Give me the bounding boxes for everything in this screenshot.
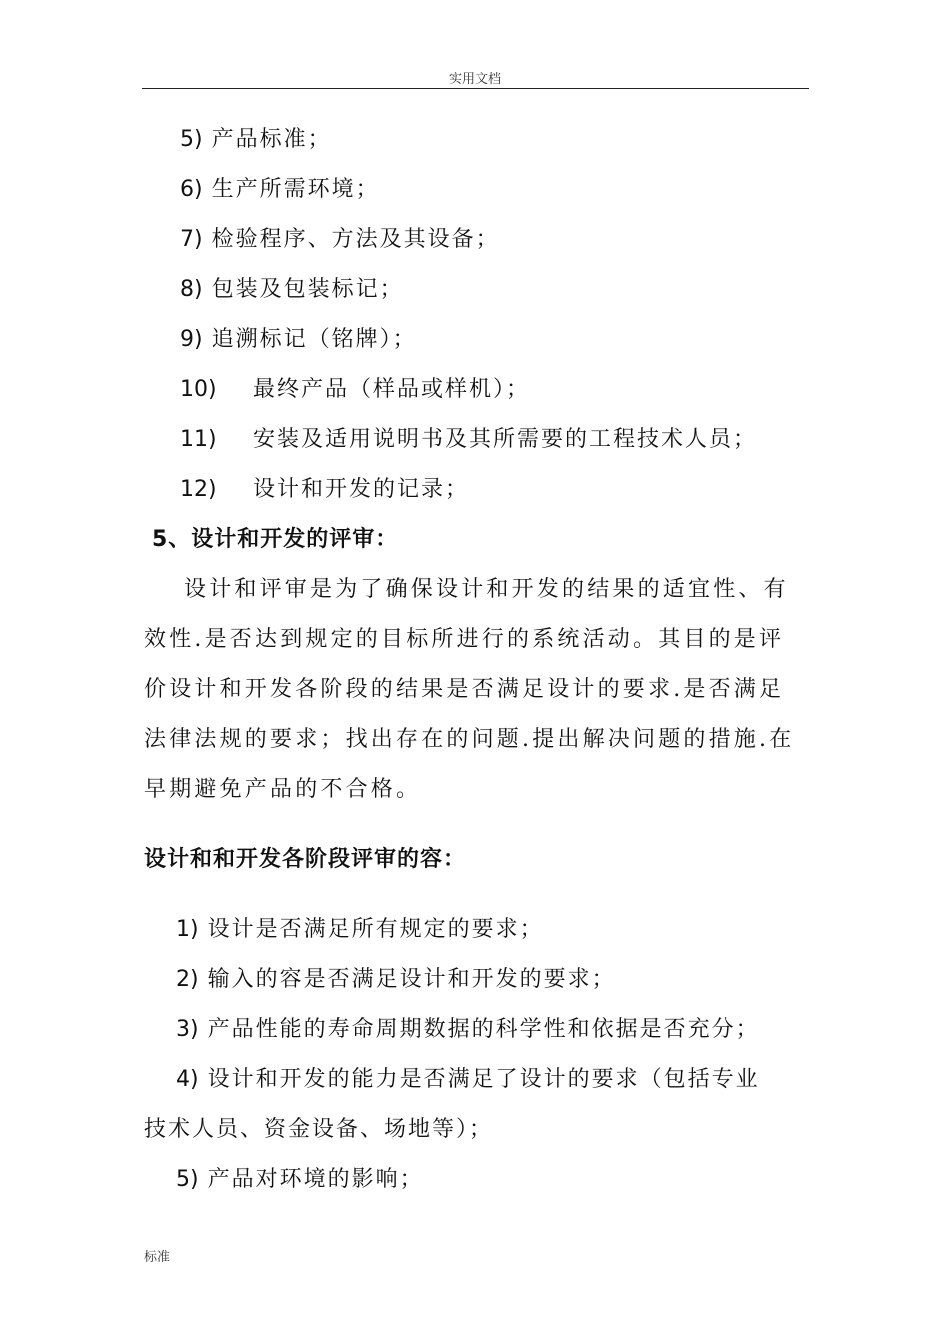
list-item-text: 产品对环境的影响； [207, 1167, 424, 1192]
list-item-text: 生产所需环境； [211, 177, 380, 202]
list-item-number: 10) [180, 377, 217, 402]
list-item-number: 12) [180, 477, 217, 502]
list-item-continuation: 技术人员、资金设备、场地等）； [144, 1117, 494, 1142]
list-item-text: 最终产品（样品或样机）； [253, 377, 531, 402]
list-item [176, 1066, 760, 1094]
list-item-number: 4) [176, 1067, 199, 1092]
list-item-text: 设计是否满足所有规定的要求； [207, 917, 544, 942]
list-item-number: 11) [180, 427, 217, 452]
list-item-number: 2) [176, 967, 199, 992]
header-divider [142, 88, 809, 89]
list-item [180, 226, 500, 254]
paragraph-line: 法律法规的要求；找出存在的问题.提出解决问题的措施.在 [144, 727, 795, 752]
section-heading: 设计和和开发各阶段评审的容： [144, 847, 467, 872]
list-item [180, 126, 332, 154]
list-item-text: 检验程序、方法及其设备； [211, 227, 500, 252]
list-item-number: 9) [180, 327, 203, 352]
paragraph-line: 效性.是否达到规定的目标所进行的系统活动。其目的是评 [144, 627, 785, 652]
list-item [176, 1016, 760, 1044]
list-item-number: 5) [176, 1167, 199, 1192]
page-header-title: 实用文档 [448, 72, 501, 87]
list-item-number: 1) [176, 917, 199, 942]
list-item-text: 设计和开发的能力是否满足了设计的要求（包括专业 [207, 1067, 760, 1092]
paragraph-line: 早期避免产品的不合格。 [144, 777, 422, 802]
list-item-text: 安装及适用说明书及其所需要的工程技术人员； [253, 427, 758, 452]
list-item [176, 1166, 424, 1194]
list-item [180, 326, 417, 354]
list-item-number: 8) [180, 277, 203, 302]
list-item [180, 476, 469, 504]
list-item-number: 5) [180, 127, 203, 152]
list-item [180, 176, 380, 204]
list-item [180, 426, 757, 454]
list-item-text: 产品性能的寿命周期数据的科学性和依据是否充分； [207, 1017, 760, 1042]
list-item-number: 6) [180, 177, 203, 202]
paragraph-line: 设计和评审是为了确保设计和开发的结果的适宜性、有 [184, 577, 789, 602]
list-item-text: 输入的容是否满足设计和开发的要求； [207, 967, 616, 992]
list-item-text: 包装及包装标记； [211, 277, 404, 302]
list-item-text: 设计和开发的记录； [253, 477, 470, 502]
list-item-number: 3) [176, 1017, 199, 1042]
list-item [180, 376, 530, 404]
list-item [176, 966, 616, 994]
page-footer: 标准 [144, 1250, 171, 1265]
list-item [180, 276, 404, 304]
paragraph-line: 价设计和开发各阶段的结果是否满足设计的要求.是否满足 [144, 677, 785, 702]
list-item-text: 产品标准； [211, 127, 332, 152]
list-item-number: 7) [180, 227, 203, 252]
list-item-text: 追溯标记（铭牌）； [211, 327, 417, 352]
section-heading: 5、设计和开发的评审： [152, 527, 399, 552]
list-item [176, 916, 544, 944]
